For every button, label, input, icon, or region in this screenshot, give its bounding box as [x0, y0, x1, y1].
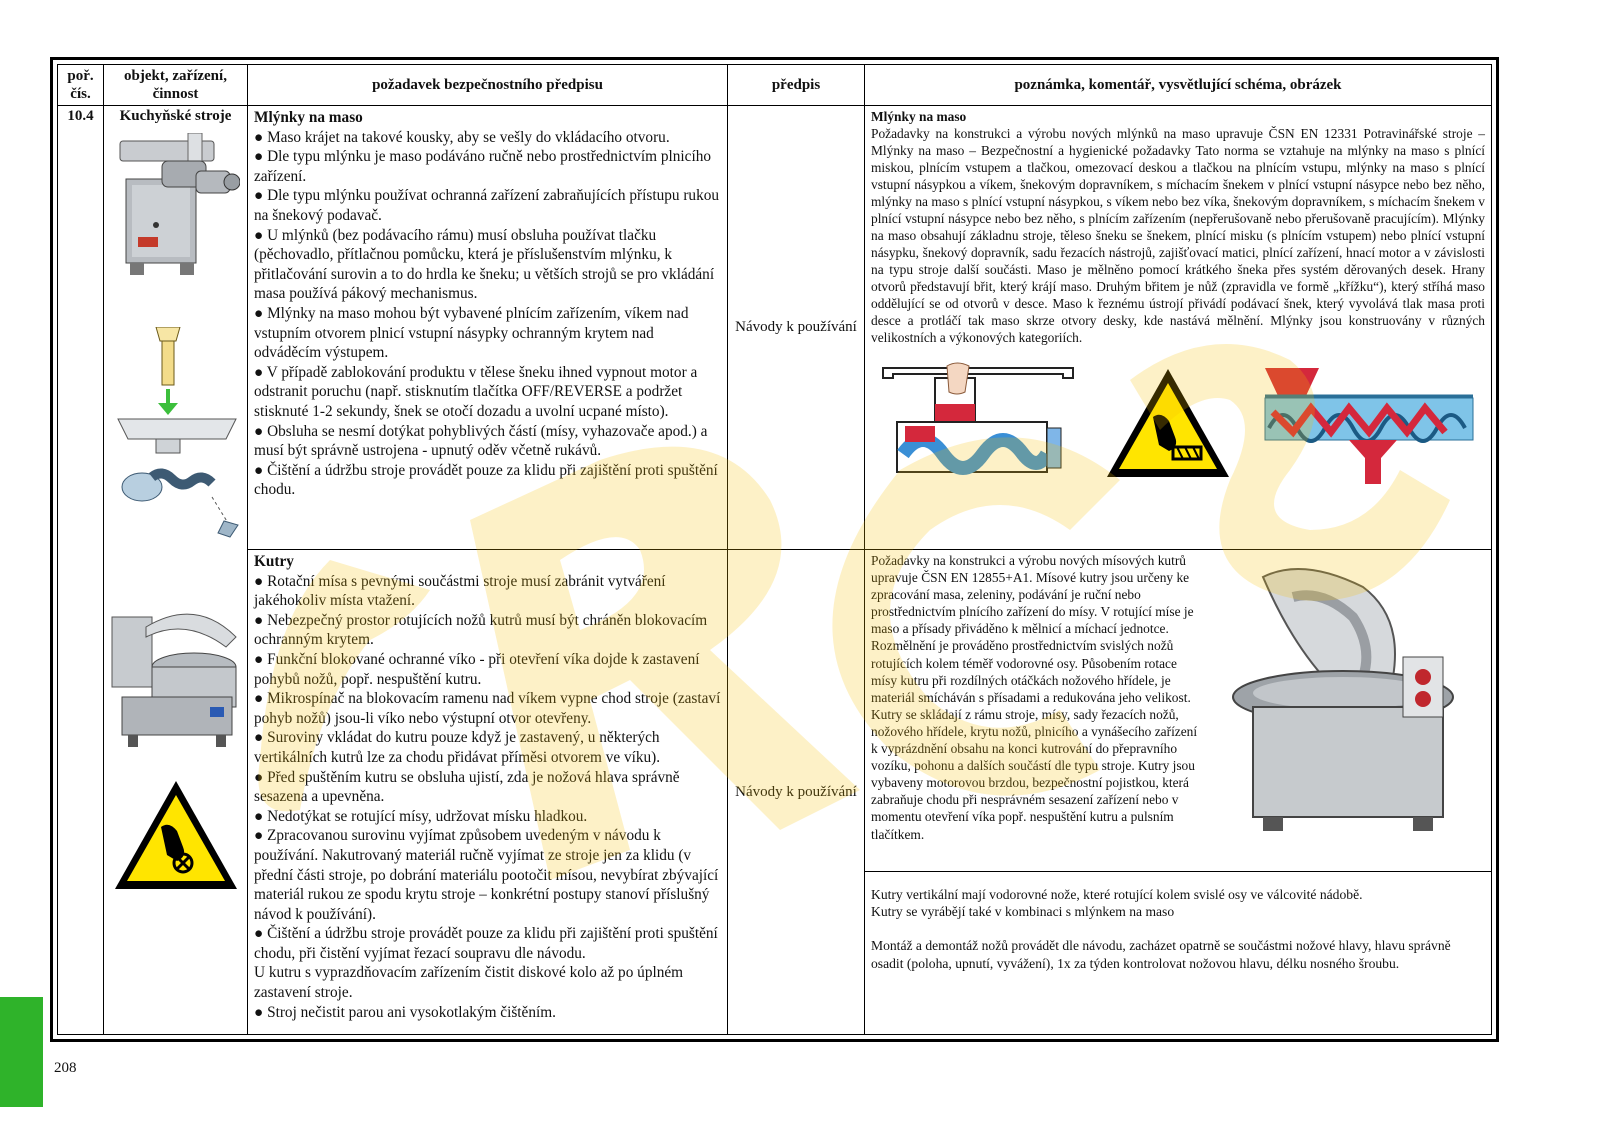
requirement-kutry — [248, 550, 728, 1035]
mlynky-diagrams — [871, 358, 1485, 488]
table-row-mlynky — [58, 106, 1492, 550]
kutry-line: ● Stroj nečistit parou ani vysokotlakým čištěním. — [254, 1003, 556, 1021]
kutry-title: Kutry — [254, 553, 294, 570]
header-object: objekt, zařízení, činnost — [104, 65, 248, 106]
mlynky-line: ● Mlýnky na maso mohou být vybavené plnícím zařízením, víkem nad vstupním otvorem plnicí vstupní násypky ochranným krytem nad odváděcím výstupem. — [254, 304, 689, 362]
mlynky-note-text: Požadavky na konstrukci a výrobu nových mlýnků na maso upravuje ČSN EN 12331 Potravinářské stroje – Mlýnky na maso – Bezpečnostní a hygienické požadavky Tato norma se vztahuje na mlýnky na maso s plnící miskou, plnícím vstupem a tlačkou, omezovací deskou a tlačkou na plnícím vstupu, mlýnky na maso s plnící vstupní násypkou a víkem, šnekovým dopravníkem, s míchacím šnekem v plnící vstupní násypce nebo bez něho, mlýnky na maso s plnící vstupní násypkou, s víkem nebo bez víka, šnekovým dopravníkem, s míchacím šnekem v plnící vstupní násypce nebo bez něho, s plnícím zařízením (nepřerušovaně nebo přerušovaně pracujícím). Mlýnky na maso obsahují základnu stroje, těleso šneku se šnekem, plnící misku (s plnícím vstupem) nebo plnící vstupní násypku, šnekový dopravník, sadu řezacích nástrojů, zajišťovací matici, plnící zařízení, hnací motor a v závislosti na typu stroje další součásti. Maso je mělněno pomocí krátkého šneka přes systém děrovaných desek. Hrany otvorů představují břit, který krájí maso. Druhým břitem je nůž (zpravidla ve formě „křížku“), který stříhá maso oddělující se od otvorů v desce. Maso k řeznému ústrojí přivádí podávací šnek, který vyvolává tlak masa proti desce a protláčí tak maso skrze otvory desky, kde nastává mělnění. Mlýnky jsou konstruovány v různých velikostních a výkonových kategoriích. — [871, 126, 1485, 345]
chapter-tab — [0, 997, 43, 1107]
object-label: Kuchyňské stroje — [119, 108, 232, 124]
kutry-line: ● Suroviny vkládat do kutru pouze když je zastavený, u některých vertikálních kutrů lze za chodu přidávat příměsi otvorem ve víku). — [254, 729, 661, 766]
kutry-note-top — [865, 550, 1491, 872]
mlynky-line: ● Obsluha se nesmí dotýkat pohyblivých částí (mísy, vyhazovače apod.) a musí být správně ustrojena - upnutý oděv včetně rukávů. — [254, 422, 708, 460]
table-header-row — [58, 65, 1492, 106]
mlynky-line: ● Maso krájet na takové kousky, aby se vešly do vkládacího otvoru. — [254, 128, 670, 146]
safety-table — [57, 64, 1492, 1035]
grinder-cross-section-diagram — [877, 358, 1077, 488]
header-regulation: předpis — [728, 65, 865, 106]
kutry-line: ● Před spuštěním kutru se obsluha ujistí, zda je nožová hlava správně sesazena a upevněna. — [254, 768, 680, 806]
kutry-note2-para: Montáž a demontáž nožů provádět dle návodu, zacházet opatrně se součástmi nožové hlavy, hlavu správně osadit (poloha, upnutí, vyvážení), 1x za týden kontrolovat nožovou hlavu, délku nosného šroubu. — [871, 938, 1451, 971]
kutry-note2-line2: Kutry se vyrábějí také v kombinaci s mlýnkem na maso — [871, 904, 1175, 920]
requirement-mlynky — [248, 106, 728, 550]
header-requirement: požadavek bezpečnostního předpisu — [248, 65, 728, 106]
grinder-parts-image — [112, 327, 240, 547]
mlynky-line: ● Dle typu mlýnku je maso podáváno ručně nebo prostřednictvím plnicího zařízení. — [254, 148, 712, 185]
kutry-note-text: Požadavky na konstrukci a výrobu nových mísových kutrů upravuje ČSN EN 12855+A1. Mísové kutry jsou určeny ke zpracování masa, zeleniny, podávání je ruční nebo prostřednictvím plnícího zařízení do mísy. V rotující míse je maso a přísady přiváděno k mělnicí a míchací jednotce. Rozmělnění je prováděno prostřednictvím svislých nožů rotujících kolem téměř vodorovné osy. Působením rotace mísy kutru při rozdílných otáčkách nožového hřídele, je materiál smícháván s přísadami a redukována jeho velikost. Kutry se skládají z rámu stroje, mísy, sady řezacích nožů, nožového hřídele, krytu nožů, plnicího a vynášecího zařízení k vyprázdnění obsahu na konci kutrování do přepravního vozíku, pohonu a dalších součástí dle typu stroje. Kutry jsou vybaveny motorovou brzdou, bezpečnostní pojistkou, která zabraňuje chodu při nesprávném sesazení zařízení nebo v momentu otevření víka popř. nespuštění kutru a pulsním tlačítkem. — [871, 553, 1198, 842]
kutry-line: U kutru s vyprazdňovacím zařízením čistit diskové kolo až po úplném zastavení stroje. — [254, 964, 684, 1002]
bowl-cutter-image — [106, 597, 246, 757]
regulation-mlynky: Návody k používání — [728, 106, 865, 550]
meat-grinder-image — [112, 133, 240, 293]
bowl-cutter-photo — [1223, 557, 1463, 837]
kutry-note-layout — [871, 552, 1485, 843]
header-note: poznámka, komentář, vysvětlující schéma, obrázek — [865, 65, 1492, 106]
screw-conveyor-diagram — [1259, 358, 1479, 488]
mlynky-title: Mlýnky na maso — [254, 109, 363, 126]
kutry-note-bottom — [865, 872, 1491, 974]
kutry-line: ● Čištění a údržbu stroje provádět pouze za klidu při zajištění proti spuštění chodu, při čistění vyjímat řezací soupravu dle návodu. — [254, 925, 718, 962]
kutry-line: ● Nedotýkat se rotující mísy, udržovat mísku hladkou. — [254, 807, 588, 825]
row-number: 10.4 — [58, 106, 104, 1035]
warning-sign-grinder — [1103, 365, 1233, 481]
mlynky-line: ● U mlýnků (bez podávacího rámu) musí obsluha používat tlačku (pěchovadlo, přítlačnou pomůcku, která je příslušenstvím mlýnku, k přitlačování surovin a to do hrdla ke šneku; u větších strojů se pro vkládání masa používá pákový mechanismus. — [254, 226, 715, 303]
page-number: 208 — [54, 1060, 77, 1076]
mlynky-note-title: Mlýnky na maso — [871, 109, 967, 124]
warning-sign-cutting-image — [111, 777, 241, 893]
header-number: poř. čís. — [58, 65, 104, 106]
regulation-kutry: Návody k používání — [728, 550, 865, 1035]
note-mlynky — [865, 106, 1492, 550]
note-kutry — [865, 550, 1492, 1035]
kutry-line: ● Nebezpečný prostor rotujících nožů kutrů musí být chráněn blokovacím ochranným krytem. — [254, 611, 708, 649]
table-row-kutry — [58, 550, 1492, 1035]
mlynky-line: ● Čištění a údržbu stroje provádět pouze za klidu při zajištění proti spuštění chodu. — [254, 461, 718, 499]
kutry-picture-wrap — [1201, 552, 1485, 843]
object-pictures — [110, 125, 241, 893]
kutry-line: ● Mikrospínač na blokovacím ramenu nad víkem vypne chod stroje (zastaví pohyb nožů) jsou-li víko nebo výstupní otvor otevřeny. — [254, 690, 721, 727]
object-cell — [104, 106, 248, 1035]
kutry-line: ● Zpracovanou surovinu vyjímat způsobem uvedeným v návodu k používání. Nakutrovaný materiál ručně vyjímat ze stroje jen za klidu (v přední části stroje, po dobrání materiálu pootočit mísou, nevybírat zbývající materiál rukou ze spodu krytu stroje – konkrétní postupy stanoví příslušný návod k používání). — [254, 827, 719, 923]
kutry-line: ● Rotační mísa s pevnými součástmi stroje musí zabránit vytváření jakéhokoliv místa vtažení. — [254, 572, 666, 610]
kutry-line: ● Funkční blokované ochranné víko - při otevření víka dojde k zastavení pohybů nožů, popř. nespuštění kutru. — [254, 650, 700, 688]
kutry-note2-line1: Kutry vertikální mají vodorovné nože, které rotující kolem svislé osy ve válcovité nádobě. — [871, 887, 1363, 902]
safety-table-frame — [50, 57, 1499, 1042]
mlynky-line: ● Dle typu mlýnku používat ochranná zařízení zabraňujících přístupu rukou na šnekový podavač. — [254, 187, 720, 224]
mlynky-line: ● V případě zablokování produktu v tělese šneku ihned vypnout motor a odstranit poruchu (např. stisknutím tlačítka OFF/REVERSE a podržet stisknuté 1-2 sekundy, šnek se otočí dozadu a uvolní ucpané místo). — [254, 363, 698, 420]
